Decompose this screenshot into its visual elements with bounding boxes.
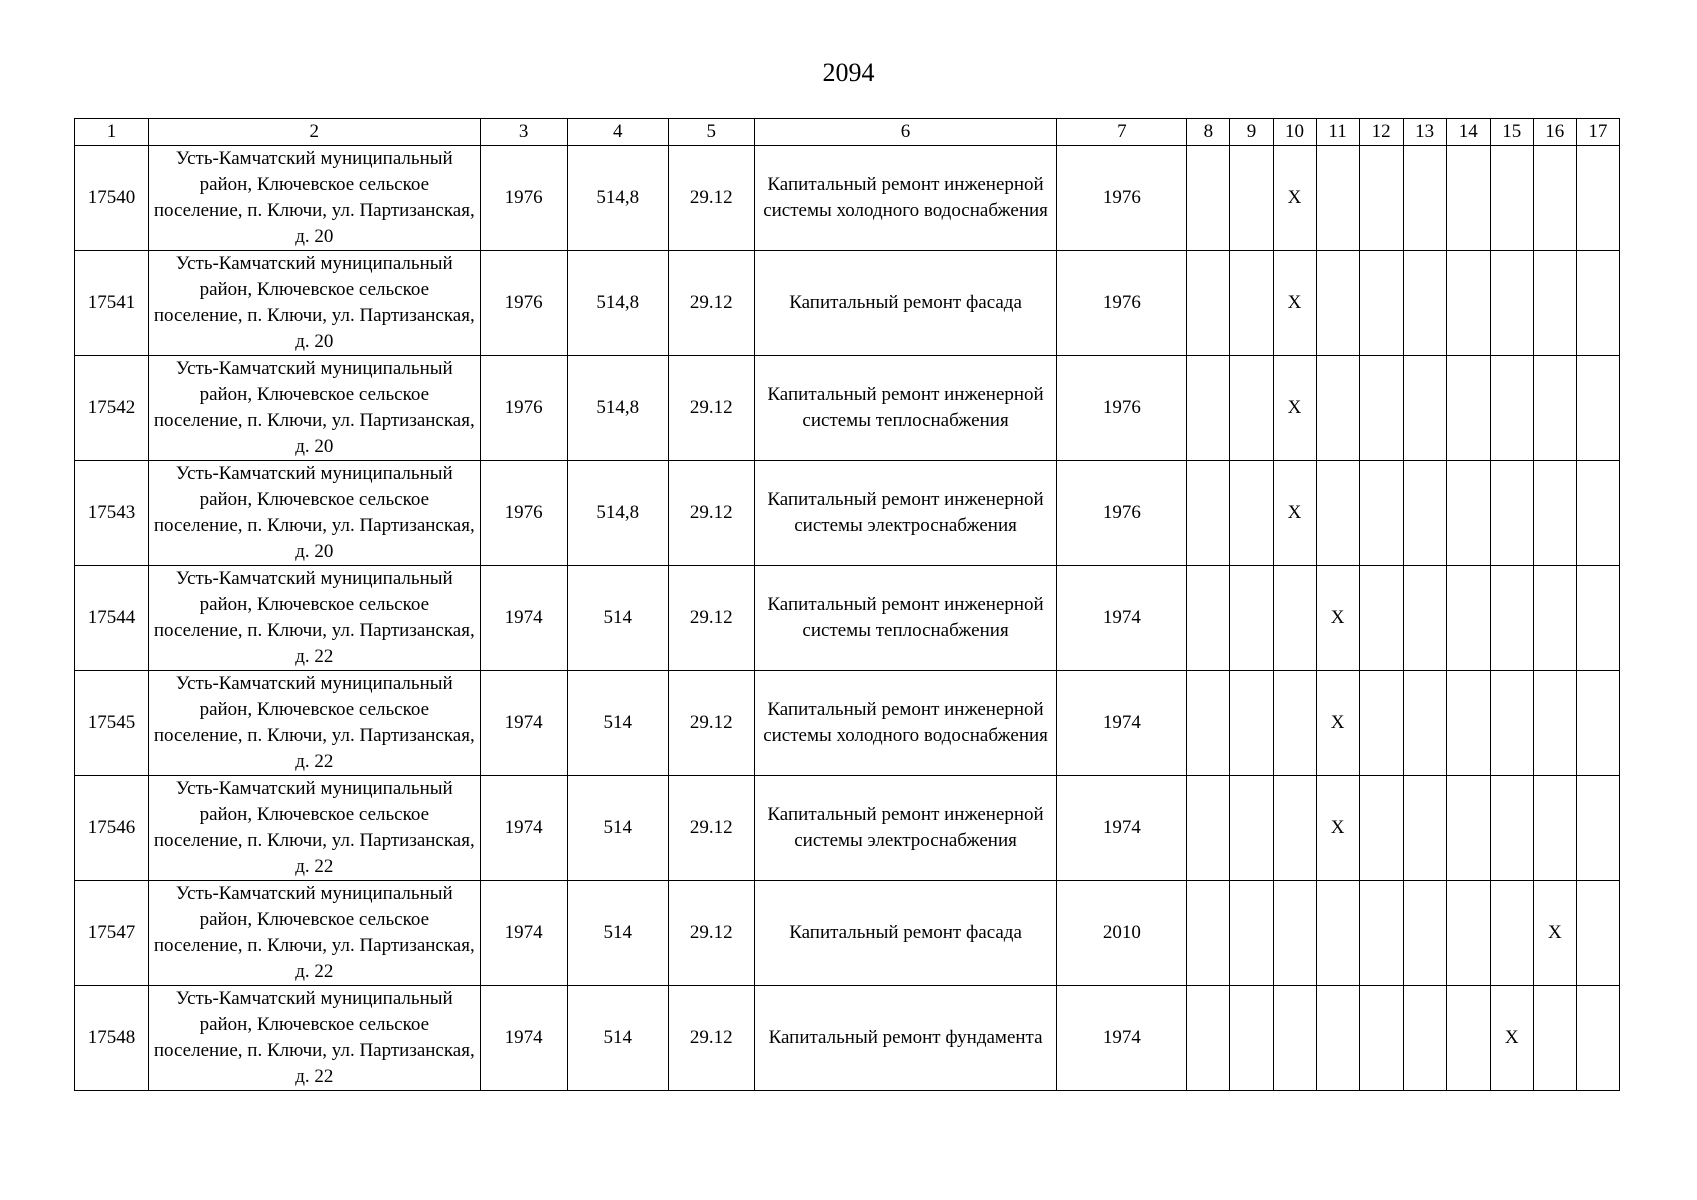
table-body [75, 146, 1620, 1091]
mark-cell [1490, 356, 1533, 461]
table-row [75, 146, 1620, 251]
cell-col7: 1974 [1057, 671, 1187, 776]
column-header: 1 [75, 119, 149, 146]
cell-area: 514 [567, 671, 668, 776]
cell-col5: 29.12 [668, 251, 754, 356]
cell-year: 1976 [480, 251, 567, 356]
mark-cell [1273, 566, 1316, 671]
table-row [75, 356, 1620, 461]
mark-cell [1403, 251, 1446, 356]
table-row [75, 671, 1620, 776]
mark-cell [1576, 566, 1619, 671]
cell-year: 1976 [480, 461, 567, 566]
mark-cell [1403, 881, 1446, 986]
column-header: 2 [149, 119, 480, 146]
cell-address: Усть-Камчатский муниципальный район, Ключевское сельское поселение, п. Ключи, ул. Партизанская, д. 22 [149, 566, 480, 671]
column-header: 3 [480, 119, 567, 146]
cell-col7: 1976 [1057, 356, 1187, 461]
mark-cell: X [1273, 356, 1316, 461]
cell-id: 17546 [75, 776, 149, 881]
mark-cell [1359, 251, 1403, 356]
mark-cell [1230, 461, 1273, 566]
mark-cell [1187, 986, 1230, 1091]
mark-cell [1403, 986, 1446, 1091]
cell-address: Усть-Камчатский муниципальный район, Ключевское сельское поселение, п. Ключи, ул. Партизанская, д. 22 [149, 881, 480, 986]
mark-cell [1187, 671, 1230, 776]
mark-cell [1490, 146, 1533, 251]
cell-col5: 29.12 [668, 776, 754, 881]
mark-cell: X [1490, 986, 1533, 1091]
mark-cell [1187, 881, 1230, 986]
mark-cell [1187, 461, 1230, 566]
column-header: 11 [1316, 119, 1359, 146]
mark-cell: X [1273, 146, 1316, 251]
mark-cell [1490, 881, 1533, 986]
mark-cell [1533, 566, 1576, 671]
table-row [75, 881, 1620, 986]
header-row [75, 119, 1620, 146]
cell-id: 17545 [75, 671, 149, 776]
mark-cell [1359, 146, 1403, 251]
mark-cell [1403, 671, 1446, 776]
mark-cell [1230, 671, 1273, 776]
table-row [75, 566, 1620, 671]
cell-year: 1976 [480, 146, 567, 251]
cell-col5: 29.12 [668, 881, 754, 986]
cell-work: Капитальный ремонт фасада [754, 881, 1056, 986]
mark-cell [1273, 671, 1316, 776]
cell-id: 17541 [75, 251, 149, 356]
mark-cell [1576, 881, 1619, 986]
mark-cell [1576, 251, 1619, 356]
mark-cell [1533, 251, 1576, 356]
mark-cell [1187, 776, 1230, 881]
cell-address: Усть-Камчатский муниципальный район, Ключевское сельское поселение, п. Ключи, ул. Партизанская, д. 20 [149, 461, 480, 566]
cell-work: Капитальный ремонт инженерной системы электроснабжения [754, 461, 1056, 566]
mark-cell [1359, 356, 1403, 461]
mark-cell: X [1273, 251, 1316, 356]
cell-address: Усть-Камчатский муниципальный район, Ключевское сельское поселение, п. Ключи, ул. Партизанская, д. 22 [149, 986, 480, 1091]
cell-id: 17542 [75, 356, 149, 461]
mark-cell [1359, 461, 1403, 566]
cell-id: 17544 [75, 566, 149, 671]
mark-cell [1187, 251, 1230, 356]
mark-cell [1490, 776, 1533, 881]
cell-address: Усть-Камчатский муниципальный район, Ключевское сельское поселение, п. Ключи, ул. Партизанская, д. 22 [149, 671, 480, 776]
cell-work: Капитальный ремонт фундамента [754, 986, 1056, 1091]
mark-cell [1316, 461, 1359, 566]
cell-col7: 1974 [1057, 776, 1187, 881]
cell-col7: 1976 [1057, 146, 1187, 251]
mark-cell [1533, 671, 1576, 776]
cell-work: Капитальный ремонт инженерной системы теплоснабжения [754, 566, 1056, 671]
cell-id: 17543 [75, 461, 149, 566]
mark-cell [1273, 776, 1316, 881]
cell-col7: 1974 [1057, 566, 1187, 671]
cell-address: Усть-Камчатский муниципальный район, Ключевское сельское поселение, п. Ключи, ул. Партизанская, д. 20 [149, 251, 480, 356]
mark-cell [1359, 986, 1403, 1091]
column-header: 12 [1359, 119, 1403, 146]
mark-cell: X [1533, 881, 1576, 986]
column-header: 15 [1490, 119, 1533, 146]
column-header: 8 [1187, 119, 1230, 146]
cell-col5: 29.12 [668, 986, 754, 1091]
column-header: 4 [567, 119, 668, 146]
cell-area: 514 [567, 881, 668, 986]
mark-cell [1576, 356, 1619, 461]
column-header: 13 [1403, 119, 1446, 146]
mark-cell [1230, 986, 1273, 1091]
cell-area: 514,8 [567, 356, 668, 461]
mark-cell [1230, 146, 1273, 251]
cell-area: 514,8 [567, 251, 668, 356]
register-table [74, 118, 1620, 1091]
mark-cell [1187, 146, 1230, 251]
mark-cell [1446, 461, 1490, 566]
mark-cell [1316, 986, 1359, 1091]
column-header: 16 [1533, 119, 1576, 146]
mark-cell [1230, 566, 1273, 671]
mark-cell [1403, 776, 1446, 881]
cell-col7: 1976 [1057, 251, 1187, 356]
mark-cell [1446, 146, 1490, 251]
mark-cell [1316, 146, 1359, 251]
mark-cell [1316, 356, 1359, 461]
cell-work: Капитальный ремонт фасада [754, 251, 1056, 356]
cell-area: 514,8 [567, 146, 668, 251]
mark-cell [1490, 566, 1533, 671]
cell-work: Капитальный ремонт инженерной системы теплоснабжения [754, 356, 1056, 461]
cell-work: Капитальный ремонт инженерной системы холодного водоснабжения [754, 146, 1056, 251]
cell-id: 17540 [75, 146, 149, 251]
mark-cell [1403, 566, 1446, 671]
column-header: 6 [754, 119, 1056, 146]
mark-cell [1533, 356, 1576, 461]
mark-cell [1446, 251, 1490, 356]
mark-cell [1359, 671, 1403, 776]
table-row [75, 776, 1620, 881]
mark-cell [1403, 356, 1446, 461]
cell-id: 17548 [75, 986, 149, 1091]
page-number: 2094 [822, 58, 875, 87]
cell-id: 17547 [75, 881, 149, 986]
table-row [75, 251, 1620, 356]
mark-cell [1576, 776, 1619, 881]
cell-col5: 29.12 [668, 356, 754, 461]
mark-cell [1446, 566, 1490, 671]
mark-cell [1576, 146, 1619, 251]
column-header: 17 [1576, 119, 1619, 146]
mark-cell [1230, 356, 1273, 461]
mark-cell [1446, 881, 1490, 986]
mark-cell [1576, 986, 1619, 1091]
mark-cell: X [1316, 566, 1359, 671]
mark-cell [1446, 671, 1490, 776]
cell-address: Усть-Камчатский муниципальный район, Ключевское сельское поселение, п. Ключи, ул. Партизанская, д. 20 [149, 356, 480, 461]
column-header: 5 [668, 119, 754, 146]
mark-cell [1359, 566, 1403, 671]
cell-area: 514,8 [567, 461, 668, 566]
mark-cell [1230, 776, 1273, 881]
cell-work: Капитальный ремонт инженерной системы холодного водоснабжения [754, 671, 1056, 776]
cell-work: Капитальный ремонт инженерной системы электроснабжения [754, 776, 1056, 881]
column-header: 9 [1230, 119, 1273, 146]
table-row [75, 986, 1620, 1091]
mark-cell [1316, 251, 1359, 356]
cell-year: 1974 [480, 671, 567, 776]
column-header: 10 [1273, 119, 1316, 146]
mark-cell [1359, 776, 1403, 881]
mark-cell [1446, 776, 1490, 881]
column-header: 14 [1446, 119, 1490, 146]
cell-address: Усть-Камчатский муниципальный район, Ключевское сельское поселение, п. Ключи, ул. Партизанская, д. 22 [149, 776, 480, 881]
cell-col5: 29.12 [668, 461, 754, 566]
mark-cell [1187, 566, 1230, 671]
cell-year: 1974 [480, 881, 567, 986]
cell-area: 514 [567, 986, 668, 1091]
cell-year: 1974 [480, 566, 567, 671]
mark-cell [1490, 461, 1533, 566]
cell-year: 1976 [480, 356, 567, 461]
mark-cell [1230, 251, 1273, 356]
cell-year: 1974 [480, 776, 567, 881]
mark-cell [1446, 986, 1490, 1091]
mark-cell [1403, 461, 1446, 566]
mark-cell [1230, 881, 1273, 986]
cell-col5: 29.12 [668, 671, 754, 776]
mark-cell [1187, 356, 1230, 461]
mark-cell [1533, 146, 1576, 251]
mark-cell [1446, 356, 1490, 461]
mark-cell [1533, 986, 1576, 1091]
mark-cell [1316, 881, 1359, 986]
cell-area: 514 [567, 566, 668, 671]
cell-col7: 1974 [1057, 986, 1187, 1091]
mark-cell [1403, 146, 1446, 251]
cell-area: 514 [567, 776, 668, 881]
cell-address: Усть-Камчатский муниципальный район, Ключевское сельское поселение, п. Ключи, ул. Партизанская, д. 20 [149, 146, 480, 251]
table-row [75, 461, 1620, 566]
mark-cell [1576, 461, 1619, 566]
mark-cell: X [1316, 671, 1359, 776]
mark-cell [1533, 461, 1576, 566]
mark-cell [1273, 881, 1316, 986]
mark-cell [1273, 986, 1316, 1091]
mark-cell [1359, 881, 1403, 986]
cell-col5: 29.12 [668, 566, 754, 671]
mark-cell [1490, 671, 1533, 776]
column-header: 7 [1057, 119, 1187, 146]
mark-cell [1576, 671, 1619, 776]
cell-col7: 1976 [1057, 461, 1187, 566]
mark-cell: X [1273, 461, 1316, 566]
mark-cell: X [1316, 776, 1359, 881]
cell-col5: 29.12 [668, 146, 754, 251]
cell-col7: 2010 [1057, 881, 1187, 986]
mark-cell [1490, 251, 1533, 356]
mark-cell [1533, 776, 1576, 881]
cell-year: 1974 [480, 986, 567, 1091]
